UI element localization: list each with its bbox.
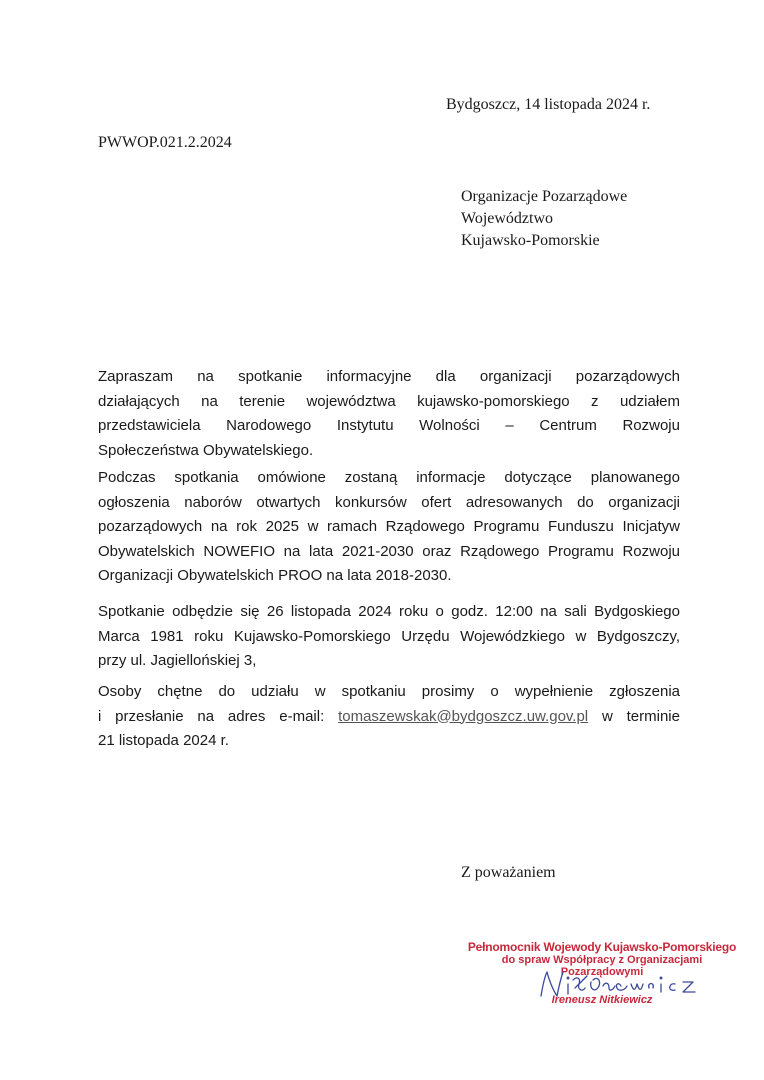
handwritten-signature (535, 966, 725, 1002)
text-line: Marca 1981 roku Kujawsko-Pomorskiego Urzędu Wojewódzkiego w Bydgoszczy, (98, 627, 680, 645)
text-line: Społeczeństwa Obywatelskiego. (98, 441, 314, 459)
text-line: działających na terenie województwa kujawsko-pomorskiego z udziałem (98, 392, 680, 410)
stamp-title: Pełnomocnik Wojewody Kujawsko-Pomorskiego (467, 940, 737, 954)
email-link[interactable]: tomaszewskak@bydgoszcz.uw.gov.pl (338, 707, 589, 725)
text-line: Obywatelskich NOWEFIO na lata 2021-2030 oraz Rządowego Programu Rozwoju (98, 542, 680, 560)
paragraph-agenda (98, 466, 680, 589)
stamp-name: Ireneusz Nitkiewicz (551, 994, 653, 1006)
recipient-line: Kujawsko-Pomorskie (461, 232, 600, 249)
text-line: pozarządowych na rok 2025 w ramach Rządowego Programu Funduszu Inicjatyw (98, 518, 680, 535)
stamp-subtitle: do spraw Współpracy z Organizacjami (501, 954, 703, 966)
text-line: Zapraszam na spotkanie informacyjne dla organizacji pozarządowych (98, 368, 680, 385)
recipient-block (461, 186, 627, 252)
closing-salutation: Z poważaniem (461, 864, 556, 881)
paragraph-invitation (98, 365, 680, 463)
text-fragment: w terminie (588, 707, 680, 725)
text-line: ogłoszenia naborów otwartych konkursów ofert adresowanych do organizacji (98, 493, 680, 511)
text-line: przy ul. Jagiellońskiej 3, (98, 652, 257, 669)
text-line: Spotkanie odbędzie się 26 listopada 2024 roku o godz. 12:00 na sali Bydgoskiego (98, 603, 680, 620)
paragraph-registration (98, 680, 680, 754)
text-line: Osoby chętne do udziału w spotkaniu prosimy o wypełnienie zgłoszenia (98, 683, 680, 700)
recipient-line: Województwo (461, 210, 554, 227)
text-line: przedstawiciela Narodowego Instytutu Wolności – Centrum Rozwoju (98, 417, 680, 434)
recipient-line: Organizacje Pozarządowe (461, 188, 628, 205)
text-line: Organizacji Obywatelskich PROO na lata 2018-2030. (98, 567, 452, 584)
text-line (98, 705, 680, 730)
text-fragment: i przesłanie na adres e-mail: (98, 707, 339, 725)
stamp-subtitle: Pozarządowymi (560, 966, 644, 978)
reference-number: PWWOP.021.2.2024 (98, 134, 232, 151)
place-date: Bydgoszcz, 14 listopada 2024 r. (446, 96, 651, 113)
text-line: Podczas spotkania omówione zostaną informacje dotyczące planowanego (98, 469, 680, 486)
paragraph-meeting-details (98, 600, 680, 674)
text-line: 21 listopada 2024 r. (98, 732, 229, 749)
